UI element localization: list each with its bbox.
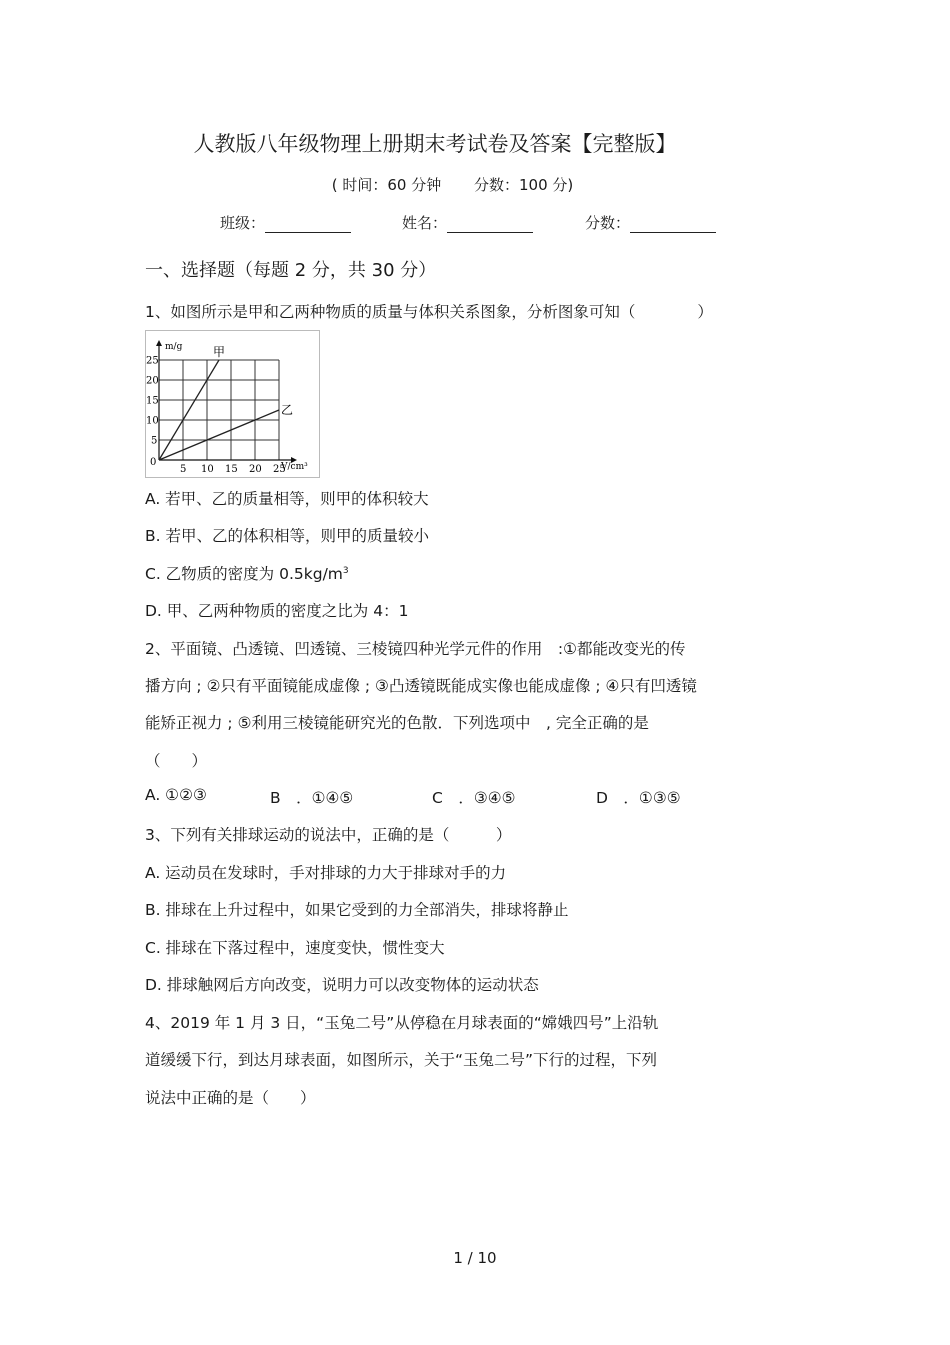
q2-line-4: （ ） xyxy=(145,752,208,770)
class-blank xyxy=(265,214,351,233)
page-number: 1 / 10 xyxy=(453,1249,497,1267)
page-title: 人教版八年级物理上册期末考试卷及答案【完整版】 xyxy=(193,132,677,156)
q1-option-d: D. 甲、乙两种物质的密度之比为 4：1 xyxy=(145,602,409,620)
q2-option-d: D ．①③⑤ xyxy=(596,789,681,807)
name-label: 姓名： xyxy=(402,214,448,232)
y-tick-15: 15 xyxy=(146,395,159,407)
y-tick-20: 20 xyxy=(146,375,159,387)
q4-line-1: 4、2019 年 1 月 3 日，“玉兔二号”从停稳在月球表面的“嫦娥四号”上沿轨 xyxy=(145,1014,659,1032)
x-tick-10: 10 xyxy=(201,464,214,475)
mass-volume-chart xyxy=(145,330,320,478)
q1-option-c xyxy=(145,562,349,584)
q1-option-c-sup: 3 xyxy=(342,565,349,576)
q1-option-a: A. 若甲、乙的质量相等，则甲的体积较大 xyxy=(145,490,429,508)
q3-option-b: B. 排球在上升过程中，如果它受到的力全部消失，排球将静止 xyxy=(145,901,569,919)
q3-stem: 3、下列有关排球运动的说法中，正确的是（ ） xyxy=(145,826,512,844)
class-label: 班级： xyxy=(220,214,266,232)
q1-option-c-text: C. 乙物质的密度为 0.5kg/m xyxy=(145,565,343,583)
name-field xyxy=(402,212,533,233)
series-label-0: 甲 xyxy=(213,345,226,359)
q4-line-2: 道缓缓下行，到达月球表面，如图所示，关于“玉兔二号”下行的过程，下列 xyxy=(145,1051,658,1069)
chart-grid xyxy=(159,360,279,460)
chart-series xyxy=(159,345,293,460)
series-line-0 xyxy=(159,360,219,460)
x-tick-0: 0 xyxy=(150,457,157,468)
x-tick-20: 20 xyxy=(249,464,262,475)
name-blank xyxy=(447,214,533,233)
x-tick-15: 15 xyxy=(225,464,238,475)
q2-option-a: A. ①②③ xyxy=(145,786,207,804)
q2-line-3: 能矫正视力 ; ⑤利用三棱镜能研究光的色散．下列选项中 , 完全正确的是 xyxy=(145,714,649,732)
score-field xyxy=(585,212,716,233)
section-heading: 一、选择题（每题 2 分，共 30 分） xyxy=(145,260,437,281)
q3-option-a: A. 运动员在发球时，手对排球的力大于排球对手的力 xyxy=(145,864,507,882)
y-axis-arrow xyxy=(156,340,162,346)
q1-option-b: B. 若甲、乙的体积相等，则甲的质量较小 xyxy=(145,527,429,545)
x-tick-5: 5 xyxy=(180,464,187,475)
q2-option-b: B ．①④⑤ xyxy=(270,789,354,807)
exam-total-score: 分数：100 分) xyxy=(474,176,574,194)
score-label: 分数： xyxy=(585,214,631,232)
q3-option-d: D. 排球触网后方向改变，说明力可以改变物体的运动状态 xyxy=(145,976,539,994)
q2-line-2: 播方向 ; ②只有平面镜能成虚像 ; ③凸透镜既能成实像也能成虚像 ; ④只有凹透镜 xyxy=(145,677,697,695)
q2-option-c: C ．③④⑤ xyxy=(432,789,516,807)
y-tick-25: 25 xyxy=(146,355,159,367)
y-tick-10: 10 xyxy=(146,415,159,427)
q2-line-1: 2、平面镜、凸透镜、凹透镜、三棱镜四种光学元件的作用 :①都能改变光的传 xyxy=(145,640,686,658)
series-line-1 xyxy=(159,410,279,460)
y-tick-5: 5 xyxy=(151,435,158,447)
exam-time: ( 时间：60 分钟 xyxy=(331,176,442,194)
q1-stem: 1、如图所示是甲和乙两种物质的质量与体积关系图象，分析图象可知（ ） xyxy=(145,303,713,321)
x-tick-25: 25 xyxy=(273,464,286,475)
x-axis-label: V/cm³ xyxy=(281,462,308,472)
q4-line-3: 说法中正确的是（ ） xyxy=(145,1089,316,1107)
y-axis-label: m/g xyxy=(165,342,183,352)
score-blank xyxy=(630,214,716,233)
class-field xyxy=(220,212,351,233)
q3-option-c: C. 排球在下落过程中，速度变快，惯性变大 xyxy=(145,939,445,957)
exam-meta xyxy=(0,174,905,195)
series-label-1: 乙 xyxy=(281,403,294,417)
